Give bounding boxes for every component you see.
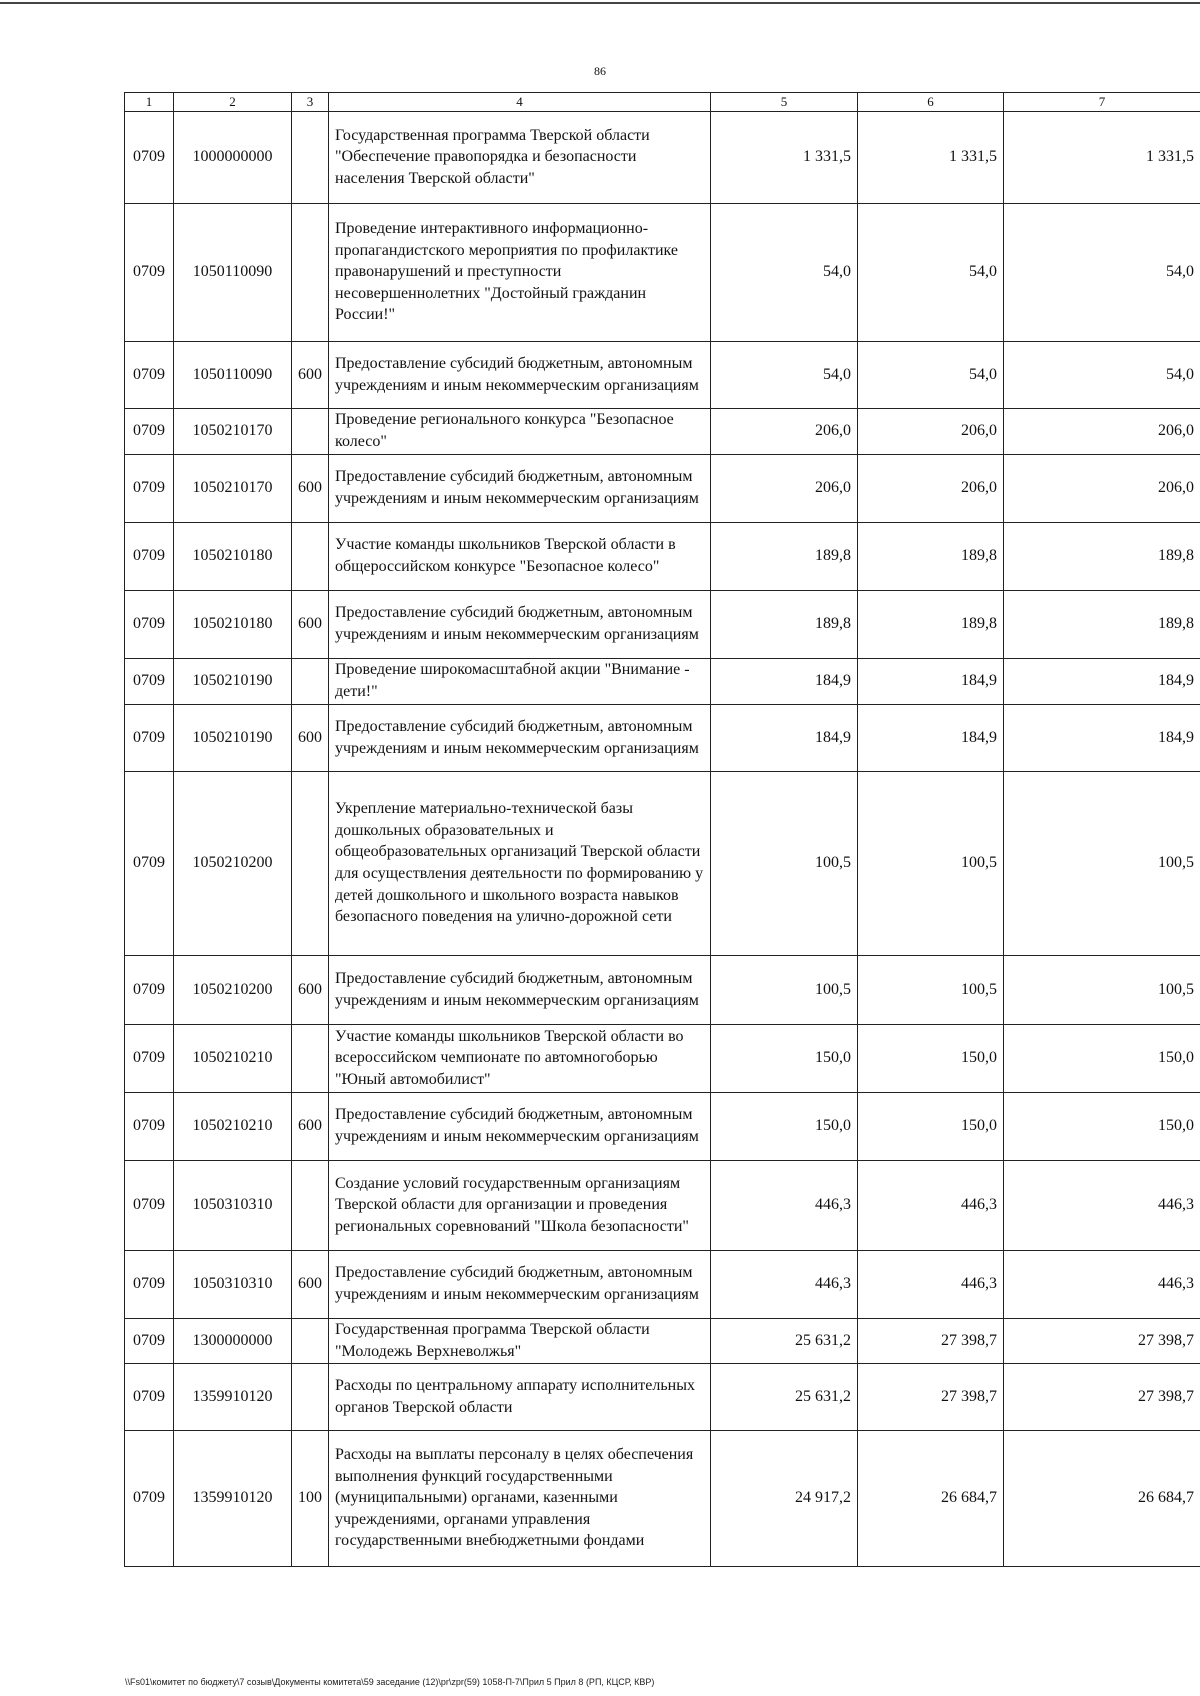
page-number: 86: [594, 64, 606, 78]
amount-col7: 54,0: [1004, 341, 1200, 408]
amount-col7: 100,5: [1004, 771, 1200, 955]
expense-type: [292, 658, 329, 704]
section-code: 0709: [125, 1092, 174, 1160]
amount-col6: 184,9: [858, 658, 1004, 704]
amount-col7: 189,8: [1004, 522, 1200, 590]
item-name: Расходы на выплаты персоналу в целях обеспечения выполнения функций государственными (муниципальными) органами, казенными учреждениями, органами управления государственными внебюджетными фондами: [329, 1430, 711, 1566]
section-code: 0709: [125, 1430, 174, 1566]
table-row: [125, 1024, 1200, 1092]
table-row: [125, 522, 1200, 590]
col-header-1: 1: [125, 93, 174, 112]
amount-col5: 189,8: [711, 522, 858, 590]
item-name: Предоставление субсидий бюджетным, автономным учреждениям и иным некоммерческим организациям: [329, 454, 711, 522]
target-code: 1050210190: [174, 704, 292, 771]
table-row: [125, 590, 1200, 658]
col-header-2: 2: [174, 93, 292, 112]
target-code: 1300000000: [174, 1318, 292, 1363]
amount-col5: 100,5: [711, 771, 858, 955]
item-name: Укрепление материально-технической базы дошкольных образовательных и общеобразовательных организаций Тверской области для осуществления деятельности по формированию у детей дошкольного и школьного возраста навыков безопасного поведения на улично-дорожной сети: [329, 771, 711, 955]
amount-col7: 446,3: [1004, 1250, 1200, 1318]
expense-type: [292, 1318, 329, 1363]
amount-col6: 446,3: [858, 1250, 1004, 1318]
column-number-row: [125, 93, 1200, 112]
section-code: 0709: [125, 704, 174, 771]
amount-col7: 150,0: [1004, 1024, 1200, 1092]
section-code: 0709: [125, 522, 174, 590]
table-row: [125, 408, 1200, 454]
table-row: [125, 1430, 1200, 1566]
target-code: 1050110090: [174, 341, 292, 408]
expense-type: 600: [292, 1092, 329, 1160]
section-code: 0709: [125, 408, 174, 454]
item-name: Проведение интерактивного информационно-пропагандистского мероприятия по профилактике правонарушений и преступности несовершеннолетних "Достойный гражданин России!": [329, 203, 711, 341]
target-code: 1050210210: [174, 1092, 292, 1160]
amount-col5: 206,0: [711, 408, 858, 454]
amount-col5: 150,0: [711, 1092, 858, 1160]
section-code: 0709: [125, 1024, 174, 1092]
expense-type: [292, 111, 329, 203]
item-name: Создание условий государственным организациям Тверской области для организации и проведения региональных соревнований "Школа безопасности": [329, 1160, 711, 1250]
section-code: 0709: [125, 203, 174, 341]
item-name: Предоставление субсидий бюджетным, автономным учреждениям и иным некоммерческим организациям: [329, 1250, 711, 1318]
top-border-line: [0, 2, 1200, 4]
amount-col5: 25 631,2: [711, 1318, 858, 1363]
table-row: [125, 1318, 1200, 1363]
expense-type: 600: [292, 454, 329, 522]
amount-col6: 54,0: [858, 203, 1004, 341]
section-code: 0709: [125, 1363, 174, 1430]
amount-col6: 54,0: [858, 341, 1004, 408]
amount-col5: 184,9: [711, 658, 858, 704]
amount-col7: 206,0: [1004, 454, 1200, 522]
target-code: 1359910120: [174, 1430, 292, 1566]
table-row: [125, 111, 1200, 203]
amount-col7: 100,5: [1004, 955, 1200, 1024]
amount-col7: 1 331,5: [1004, 111, 1200, 203]
table-row: [125, 454, 1200, 522]
item-name: Предоставление субсидий бюджетным, автономным учреждениям и иным некоммерческим организациям: [329, 955, 711, 1024]
table-row: [125, 1160, 1200, 1250]
target-code: 1050110090: [174, 203, 292, 341]
col-header-6: 6: [858, 93, 1004, 112]
section-code: 0709: [125, 341, 174, 408]
target-code: 1050310310: [174, 1250, 292, 1318]
expense-type: [292, 1160, 329, 1250]
col-header-3: 3: [292, 93, 329, 112]
amount-col6: 100,5: [858, 955, 1004, 1024]
target-code: 1050210200: [174, 771, 292, 955]
table-row: [125, 1250, 1200, 1318]
amount-col7: 150,0: [1004, 1092, 1200, 1160]
table-row: [125, 771, 1200, 955]
target-code: 1359910120: [174, 1363, 292, 1430]
amount-col6: 184,9: [858, 704, 1004, 771]
target-code: 1050210180: [174, 522, 292, 590]
budget-table: [124, 92, 1200, 1567]
amount-col7: 189,8: [1004, 590, 1200, 658]
amount-col6: 1 331,5: [858, 111, 1004, 203]
expense-type: 600: [292, 955, 329, 1024]
amount-col7: 27 398,7: [1004, 1363, 1200, 1430]
amount-col6: 26 684,7: [858, 1430, 1004, 1566]
item-name: Расходы по центральному аппарату исполнительных органов Тверской области: [329, 1363, 711, 1430]
expense-type: 600: [292, 704, 329, 771]
target-code: 1050210170: [174, 408, 292, 454]
section-code: 0709: [125, 590, 174, 658]
amount-col5: 54,0: [711, 341, 858, 408]
amount-col7: 54,0: [1004, 203, 1200, 341]
item-name: Предоставление субсидий бюджетным, автономным учреждениям и иным некоммерческим организациям: [329, 704, 711, 771]
section-code: 0709: [125, 658, 174, 704]
amount-col5: 446,3: [711, 1160, 858, 1250]
expense-type: 600: [292, 341, 329, 408]
amount-col6: 206,0: [858, 408, 1004, 454]
amount-col6: 189,8: [858, 590, 1004, 658]
item-name: Участие команды школьников Тверской области в общероссийском конкурсе "Безопасное колесо": [329, 522, 711, 590]
amount-col5: 25 631,2: [711, 1363, 858, 1430]
amount-col6: 27 398,7: [858, 1318, 1004, 1363]
section-code: 0709: [125, 454, 174, 522]
target-code: 1050210190: [174, 658, 292, 704]
amount-col7: 184,9: [1004, 704, 1200, 771]
amount-col7: 26 684,7: [1004, 1430, 1200, 1566]
expense-type: [292, 1024, 329, 1092]
expense-type: [292, 203, 329, 341]
section-code: 0709: [125, 1318, 174, 1363]
expense-type: 600: [292, 1250, 329, 1318]
table-row: [125, 704, 1200, 771]
item-name: Государственная программа Тверской области "Обеспечение правопорядка и безопасности населения Тверской области": [329, 111, 711, 203]
section-code: 0709: [125, 955, 174, 1024]
expense-type: 100: [292, 1430, 329, 1566]
table-row: [125, 203, 1200, 341]
amount-col6: 189,8: [858, 522, 1004, 590]
section-code: 0709: [125, 111, 174, 203]
amount-col5: 184,9: [711, 704, 858, 771]
amount-col5: 100,5: [711, 955, 858, 1024]
amount-col5: 1 331,5: [711, 111, 858, 203]
item-name: Предоставление субсидий бюджетным, автономным учреждениям и иным некоммерческим организациям: [329, 590, 711, 658]
amount-col6: 100,5: [858, 771, 1004, 955]
expense-type: 600: [292, 590, 329, 658]
amount-col5: 206,0: [711, 454, 858, 522]
amount-col6: 446,3: [858, 1160, 1004, 1250]
amount-col5: 189,8: [711, 590, 858, 658]
table-row: [125, 658, 1200, 704]
item-name: Государственная программа Тверской области "Молодежь Верхневолжья": [329, 1318, 711, 1363]
expense-type: [292, 522, 329, 590]
col-header-5: 5: [711, 93, 858, 112]
footer-file-path: \\Fs01\комитет по бюджету\7 созыв\Документы комитета\59 заседание (12)\pr\zpr(59) 1058-П-7\Прил 5 Прил 8 (РП, КЦСР, КВР): [125, 1677, 655, 1687]
section-code: 0709: [125, 771, 174, 955]
amount-col7: 184,9: [1004, 658, 1200, 704]
amount-col5: 54,0: [711, 203, 858, 341]
amount-col6: 150,0: [858, 1092, 1004, 1160]
table-row: [125, 955, 1200, 1024]
amount-col6: 150,0: [858, 1024, 1004, 1092]
target-code: 1050310310: [174, 1160, 292, 1250]
target-code: 1000000000: [174, 111, 292, 203]
expense-type: [292, 1363, 329, 1430]
table-row: [125, 1363, 1200, 1430]
item-name: Предоставление субсидий бюджетным, автономным учреждениям и иным некоммерческим организациям: [329, 341, 711, 408]
item-name: Проведение регионального конкурса "Безопасное колесо": [329, 408, 711, 454]
section-code: 0709: [125, 1250, 174, 1318]
section-code: 0709: [125, 1160, 174, 1250]
expense-type: [292, 408, 329, 454]
item-name: Предоставление субсидий бюджетным, автономным учреждениям и иным некоммерческим организациям: [329, 1092, 711, 1160]
target-code: 1050210170: [174, 454, 292, 522]
target-code: 1050210210: [174, 1024, 292, 1092]
amount-col5: 446,3: [711, 1250, 858, 1318]
table-row: [125, 341, 1200, 408]
item-name: Участие команды школьников Тверской области во всероссийском чемпионате по автомногоборью "Юный автомобилист": [329, 1024, 711, 1092]
target-code: 1050210180: [174, 590, 292, 658]
expense-type: [292, 771, 329, 955]
amount-col6: 27 398,7: [858, 1363, 1004, 1430]
amount-col7: 446,3: [1004, 1160, 1200, 1250]
amount-col5: 150,0: [711, 1024, 858, 1092]
item-name: Проведение широкомасштабной акции "Внимание - дети!": [329, 658, 711, 704]
col-header-4: 4: [329, 93, 711, 112]
amount-col7: 27 398,7: [1004, 1318, 1200, 1363]
table-body: [125, 111, 1200, 1566]
col-header-7: 7: [1004, 93, 1200, 112]
amount-col5: 24 917,2: [711, 1430, 858, 1566]
target-code: 1050210200: [174, 955, 292, 1024]
table-row: [125, 1092, 1200, 1160]
amount-col6: 206,0: [858, 454, 1004, 522]
amount-col7: 206,0: [1004, 408, 1200, 454]
